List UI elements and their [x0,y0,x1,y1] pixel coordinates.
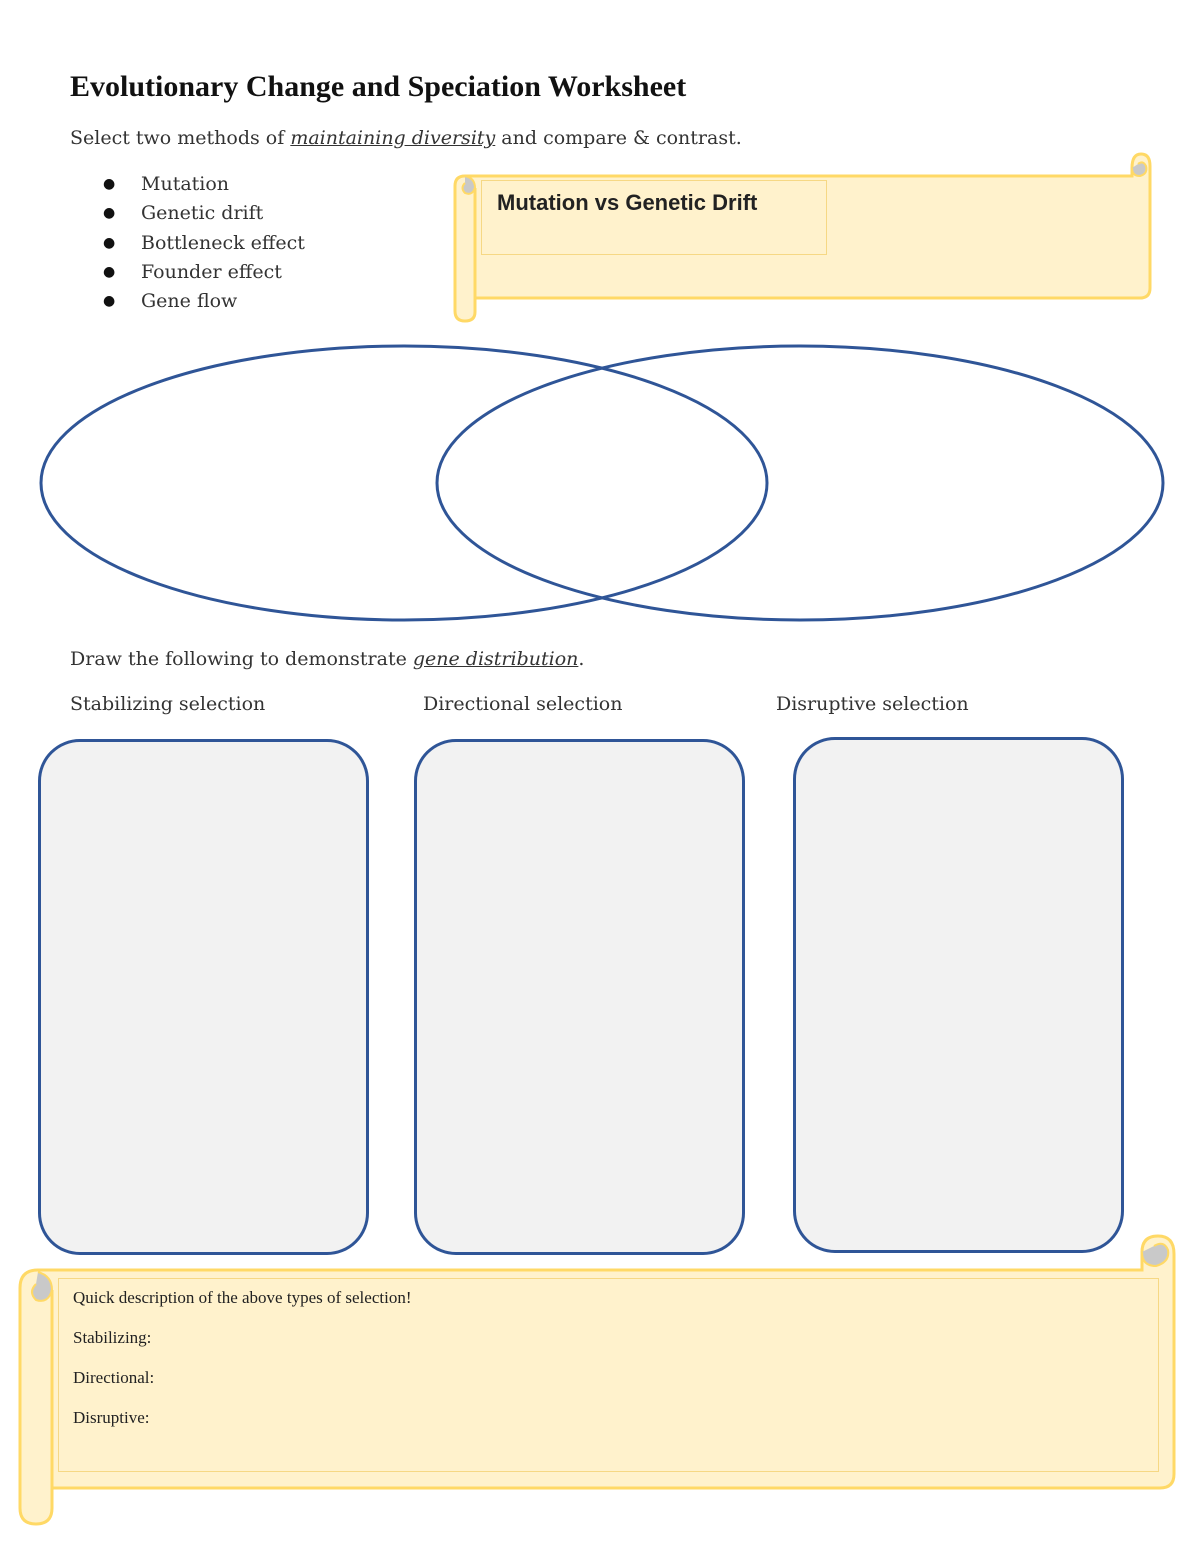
instruction-compare-emphasis: maintaining diversity [290,127,496,149]
venn-right-ellipse [437,346,1163,620]
bullet-icon: ● [103,205,116,222]
methods-list [103,170,305,316]
instruction-compare-tail: and compare & contrast. [495,127,742,149]
venn-diagram [41,346,1163,620]
instruction-draw-text: Draw the following to demonstrate [70,648,413,670]
drawing-box-stabilizing[interactable] [38,739,369,1255]
description-directional-label: Directional: [73,1368,155,1387]
method-label: Genetic drift [141,202,264,225]
list-item [103,287,305,316]
instruction-draw-tail: . [578,648,585,670]
comparison-title: Mutation vs Genetic Drift [497,190,758,215]
bullet-icon: ● [103,263,116,280]
instruction-draw-emphasis: gene distribution [412,648,579,670]
method-label: Bottleneck effect [141,231,305,254]
description-heading: Quick description of the above types of selection! [73,1288,412,1307]
bullet-icon: ● [103,176,116,192]
drawing-box-disruptive[interactable] [793,737,1124,1253]
worksheet-title: Evolutionary Change and Speciation Worksheet [70,70,687,103]
label-disruptive-selection: Disruptive selection [776,693,969,715]
list-item [103,170,305,199]
instruction-draw [70,648,584,670]
venn-left-ellipse [41,346,767,620]
description-disruptive-label: Disruptive: [73,1408,150,1427]
list-item [103,258,305,287]
drawing-box-directional[interactable] [414,739,745,1255]
method-label: Mutation [141,173,230,195]
instruction-compare-text: Select two methods of [70,127,291,149]
label-directional-selection: Directional selection [423,693,623,715]
list-item [103,199,305,228]
method-label: Founder effect [141,260,282,283]
bullet-icon: ● [103,234,116,251]
method-label: Gene flow [141,290,238,313]
instruction-compare [70,127,742,149]
bullet-icon: ● [103,293,116,310]
label-stabilizing-selection: Stabilizing selection [70,693,266,715]
description-stabilizing-label: Stabilizing: [73,1328,152,1347]
list-item [103,229,305,258]
